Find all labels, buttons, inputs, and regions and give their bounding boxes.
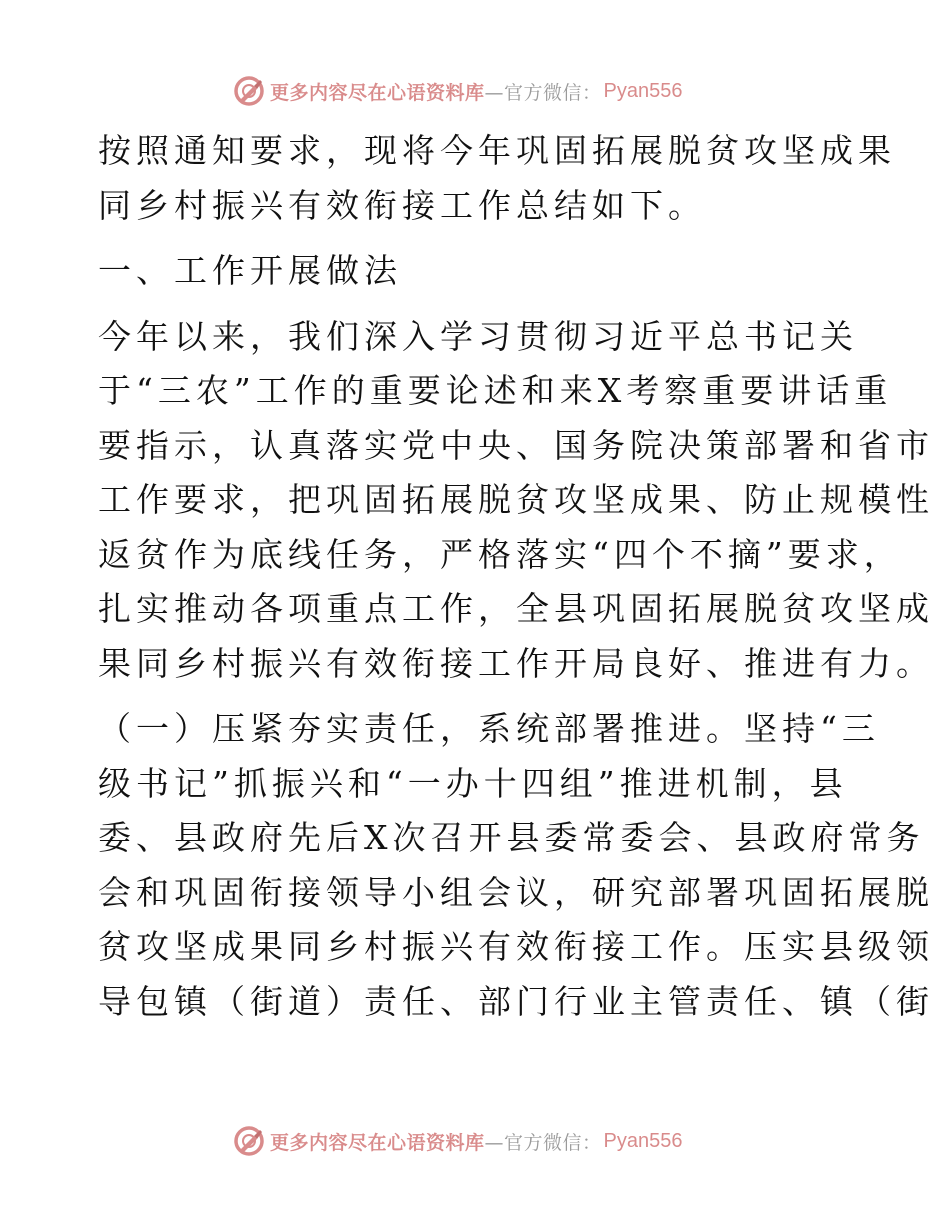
- text-line: （一）压紧夯实责任，系统部署推进。坚持“三: [98, 709, 880, 748]
- footer-watermark: [232, 1124, 683, 1158]
- logo-icon: [232, 1124, 266, 1158]
- text-line: 返贫作为底线任务，严格落实“四个不摘”要求，: [98, 534, 902, 574]
- logo-icon: [232, 74, 266, 108]
- heading-line: 一、工作开展做法: [98, 251, 402, 290]
- text-line: 果同乡村振兴有效衔接工作开局良好、推进有力。: [98, 643, 934, 683]
- watermark-site-text: 更多内容尽在心语资料库: [270, 81, 485, 104]
- watermark-wechat-id: Pyan556: [603, 79, 683, 102]
- watermark-wechat-label: —官方微信：: [484, 1131, 602, 1154]
- text-line: 要指示，认真落实党中央、国务院决策部署和省市: [98, 425, 934, 465]
- watermark-wechat-id: Pyan556: [603, 1129, 683, 1152]
- text-line: 导包镇（街道）责任、部门行业主管责任、镇（街: [98, 981, 934, 1021]
- text-line: 级书记”抓振兴和“一办十四组”推进机制，县: [98, 763, 848, 803]
- overview-paragraph: [98, 310, 934, 692]
- header-watermark: [232, 74, 683, 108]
- text-line: 扎实推动各项重点工作，全县巩固拓展脱贫攻坚成: [98, 589, 934, 628]
- section-heading: [98, 244, 858, 299]
- text-line: 贫攻坚成果同乡村振兴有效衔接工作。压实县级领: [98, 927, 934, 966]
- text-line: 按照通知要求，现将今年巩固拓展脱贫攻坚成果: [98, 131, 896, 170]
- document-body: [98, 124, 934, 1029]
- text-line: 委、县政府先后X次召开县委常委会、县政府常务: [98, 818, 925, 857]
- subsection-paragraph: [98, 702, 934, 1029]
- text-line: 会和巩固衔接领导小组会议，研究部署巩固拓展脱: [98, 872, 934, 912]
- text-line: 今年以来，我们深入学习贯彻习近平总书记关: [98, 316, 858, 356]
- watermark-wechat-label: —官方微信：: [484, 81, 602, 104]
- intro-paragraph: [98, 124, 896, 233]
- text-line: 同乡村振兴有效衔接工作总结如下。: [98, 185, 706, 225]
- text-line: 工作要求，把巩固拓展脱贫攻坚成果、防止规模性: [98, 480, 934, 519]
- watermark-site-text: 更多内容尽在心语资料库: [270, 1131, 485, 1154]
- text-line: 于“三农”工作的重要论述和来X考察重要讲话重: [98, 371, 893, 410]
